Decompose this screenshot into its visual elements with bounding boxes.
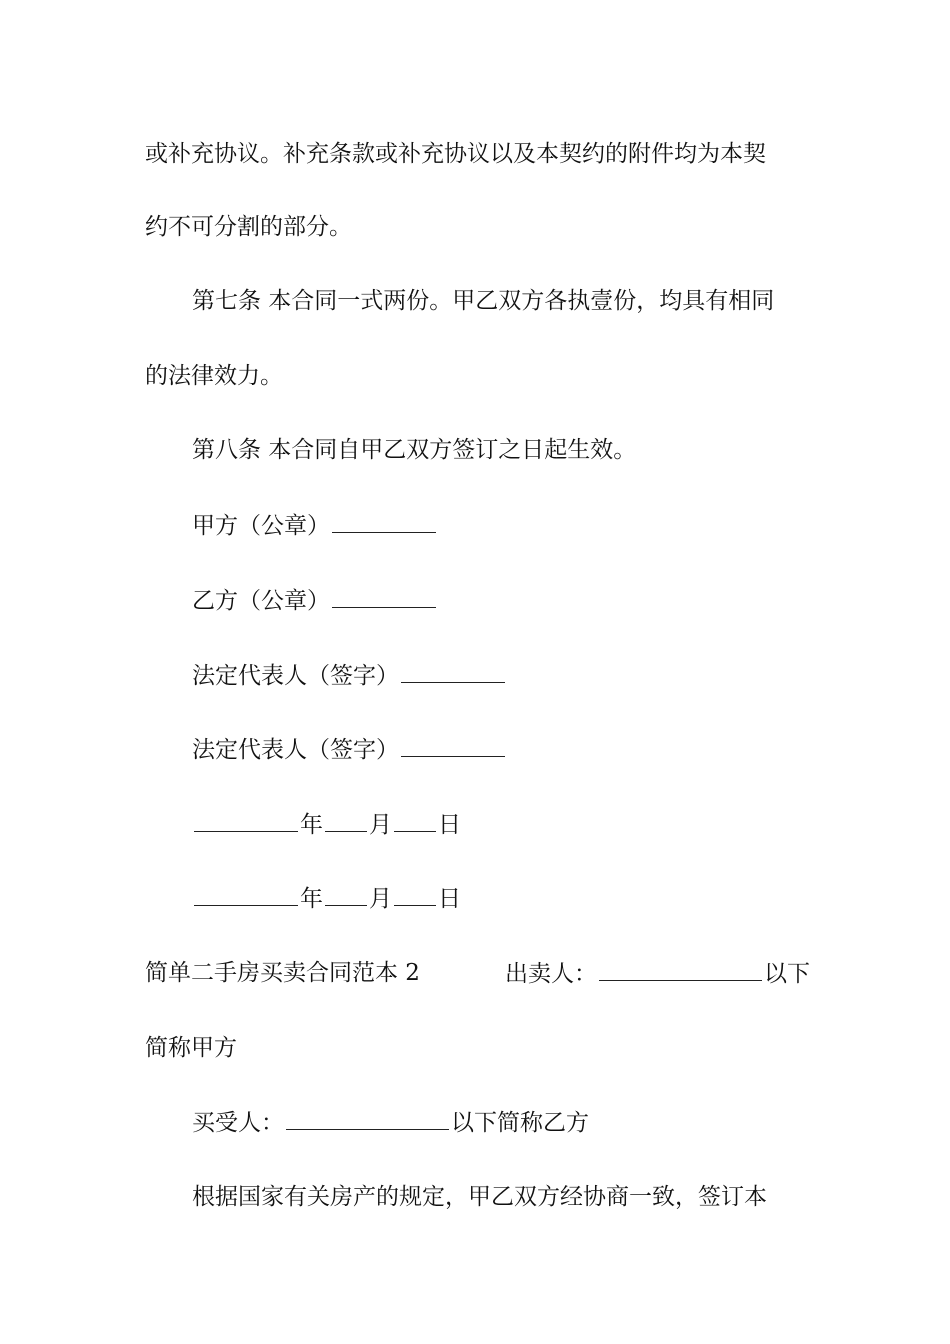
date-line-1 bbox=[192, 809, 810, 840]
party-b-label: 乙方（公章） bbox=[192, 588, 330, 614]
rep-1-blank bbox=[401, 660, 505, 683]
buyer-line bbox=[192, 1107, 810, 1138]
month-label: 月 bbox=[369, 812, 392, 838]
month-blank bbox=[325, 809, 367, 832]
day-blank bbox=[394, 883, 436, 906]
date-line-2 bbox=[192, 883, 810, 914]
party-a-label: 甲方（公章） bbox=[192, 513, 330, 539]
contract-2-title: 简单二手房买卖合同范本 2 bbox=[145, 960, 420, 986]
rep-1-label: 法定代表人（签字） bbox=[192, 663, 399, 689]
signature-rep-2 bbox=[192, 734, 810, 765]
signature-rep-1 bbox=[192, 660, 810, 691]
seller-label: 出卖人： bbox=[505, 961, 597, 987]
rep-2-label: 法定代表人（签字） bbox=[192, 737, 399, 763]
year-blank bbox=[194, 809, 298, 832]
seller-suffix-continued: 简称甲方 bbox=[145, 1035, 237, 1061]
article-7-line-2: 的法律效力。 bbox=[145, 363, 283, 389]
seller-line bbox=[505, 958, 810, 989]
rep-2-blank bbox=[401, 734, 505, 757]
article-7-line-1: 第七条 本合同一式两份。甲乙双方各执壹份，均具有相同 bbox=[192, 288, 775, 314]
seller-blank bbox=[599, 958, 762, 981]
signature-party-b bbox=[192, 585, 810, 616]
year-label: 年 bbox=[300, 886, 323, 912]
day-label: 日 bbox=[438, 886, 461, 912]
year-blank bbox=[194, 883, 298, 906]
party-a-blank bbox=[332, 510, 436, 533]
month-blank bbox=[325, 883, 367, 906]
contract-2-heading bbox=[145, 958, 810, 989]
day-blank bbox=[394, 809, 436, 832]
paragraph-line-2: 约不可分割的部分。 bbox=[145, 214, 352, 240]
year-label: 年 bbox=[300, 812, 323, 838]
article-8: 第八条 本合同自甲乙双方签订之日起生效。 bbox=[192, 437, 637, 463]
paragraph-line-1: 或补充协议。补充条款或补充协议以及本契约的附件均为本契 bbox=[145, 141, 766, 167]
signature-party-a bbox=[192, 510, 810, 541]
contract-2-intro: 根据国家有关房产的规定，甲乙双方经协商一致，签订本 bbox=[192, 1184, 767, 1210]
buyer-suffix: 以下简称乙方 bbox=[451, 1110, 589, 1136]
day-label: 日 bbox=[438, 812, 461, 838]
party-b-blank bbox=[332, 585, 436, 608]
month-label: 月 bbox=[369, 886, 392, 912]
seller-suffix: 以下 bbox=[764, 961, 810, 987]
buyer-blank bbox=[286, 1107, 449, 1130]
buyer-label: 买受人： bbox=[192, 1110, 284, 1136]
